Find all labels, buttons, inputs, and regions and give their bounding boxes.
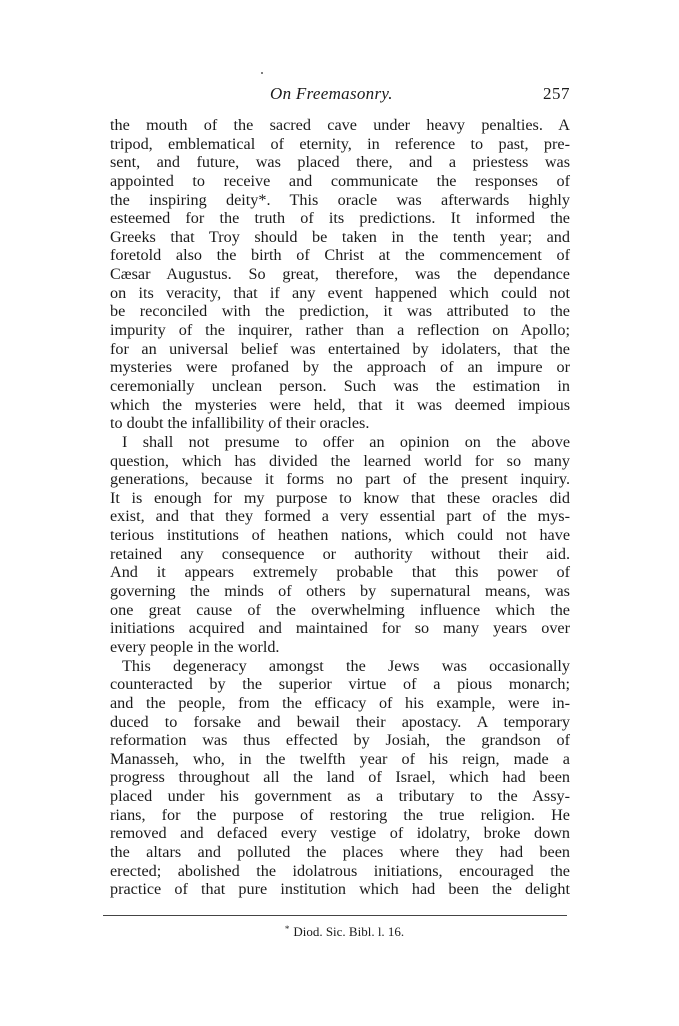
text-line: mysteries were profaned by the approach of an impure or — [110, 358, 570, 377]
text-line: Cæsar Augustus. So great, therefore, was the dependance — [110, 265, 570, 284]
text-line: initiations acquired and maintained for so many years over — [110, 619, 570, 638]
text-line-paragraph-start: I shall not presume to offer an opinion on the above — [122, 432, 570, 451]
text-line: for an universal belief was entertained by idolaters, that the — [110, 339, 570, 358]
text-line: Greeks that Troy should be taken in the tenth year; and — [110, 227, 570, 246]
footnote — [0, 924, 679, 940]
text-line: one great cause of the overwhelming influence which the — [110, 600, 570, 619]
text-line: progress throughout all the land of Israel, which had been — [110, 768, 570, 787]
text-line: on its veracity, that if any event happened which could not — [110, 283, 570, 302]
text-line: It is enough for my purpose to know that these oracles did — [110, 488, 570, 507]
text-line: sent, and future, was placed there, and a priestess was — [110, 153, 570, 172]
text-line: be reconciled with the prediction, it was attributed to the — [110, 302, 570, 321]
text-line: rians, for the purpose of restoring the true religion. He — [110, 805, 570, 824]
text-line: impurity of the inquirer, rather than a reflection on Apollo; — [110, 321, 570, 340]
text-line: and the people, from the efficacy of his example, were in- — [110, 693, 570, 712]
text-line: placed under his government as a tributary to the Assy- — [110, 787, 570, 806]
text-line-paragraph-start: This degeneracy amongst the Jews was occasionally — [122, 656, 570, 675]
running-head — [110, 84, 570, 106]
text-line: question, which has divided the learned world for so many — [110, 451, 570, 470]
text-line-paragraph-end: to doubt the infallibility of their oracles. — [110, 414, 370, 433]
text-line: terious institutions of heathen nations, which could not have — [110, 526, 570, 545]
footnote-mark: * — [284, 924, 290, 934]
running-title: On Freemasonry. — [270, 84, 393, 103]
text-line: appointed to receive and communicate the responses of — [110, 171, 570, 190]
text-line: esteemed for the truth of its predictions. It informed the — [110, 209, 570, 228]
text-line: erected; abolished the idolatrous initiations, encouraged the — [110, 861, 570, 880]
text-line: practice of that pure institution which had been the delight — [110, 880, 570, 899]
text-line: the altars and polluted the places where they had been — [110, 842, 570, 861]
text-line: Manasseh, who, in the twelfth year of his reign, made a — [110, 749, 570, 768]
text-line: the mouth of the sacred cave under heavy penalties. A — [110, 116, 570, 134]
text-line: retained any consequence or authority without their aid. — [110, 544, 570, 563]
text-line: exist, and that they formed a very essential part of the mys- — [110, 507, 570, 526]
text-line: governing the minds of others by supernatural means, was — [110, 582, 570, 601]
text-line: And it appears extremely probable that this power of — [110, 563, 570, 582]
text-line: counteracted by the superior virtue of a pious monarch; — [110, 675, 570, 694]
page-number: 257 — [543, 84, 570, 103]
text-line: generations, because it forms no part of the present inquiry. — [110, 470, 570, 489]
text-line: ceremonially unclean person. Such was the estimation in — [110, 376, 570, 395]
text-line: which the mysteries were held, that it was deemed impious — [110, 395, 570, 414]
text-line: the inspiring deity*. This oracle was afterwards highly — [110, 190, 570, 209]
text-line-paragraph-end: every people in the world. — [110, 637, 280, 656]
text-line: foretold also the birth of Christ at the commencement of — [110, 246, 570, 265]
print-speck — [261, 72, 263, 74]
text-line: reformation was thus effected by Josiah, the grandson of — [110, 731, 570, 750]
text-line: duced to forsake and bewail their apostacy. A temporary — [110, 712, 570, 731]
footnote-text: Diod. Sic. Bibl. l. 16. — [293, 924, 405, 939]
text-line: removed and defaced every vestige of idolatry, broke down — [110, 824, 570, 843]
body-text — [110, 116, 570, 899]
text-line: tripod, emblematical of eternity, in reference to past, pre- — [110, 134, 570, 153]
footnote-rule — [103, 915, 567, 916]
